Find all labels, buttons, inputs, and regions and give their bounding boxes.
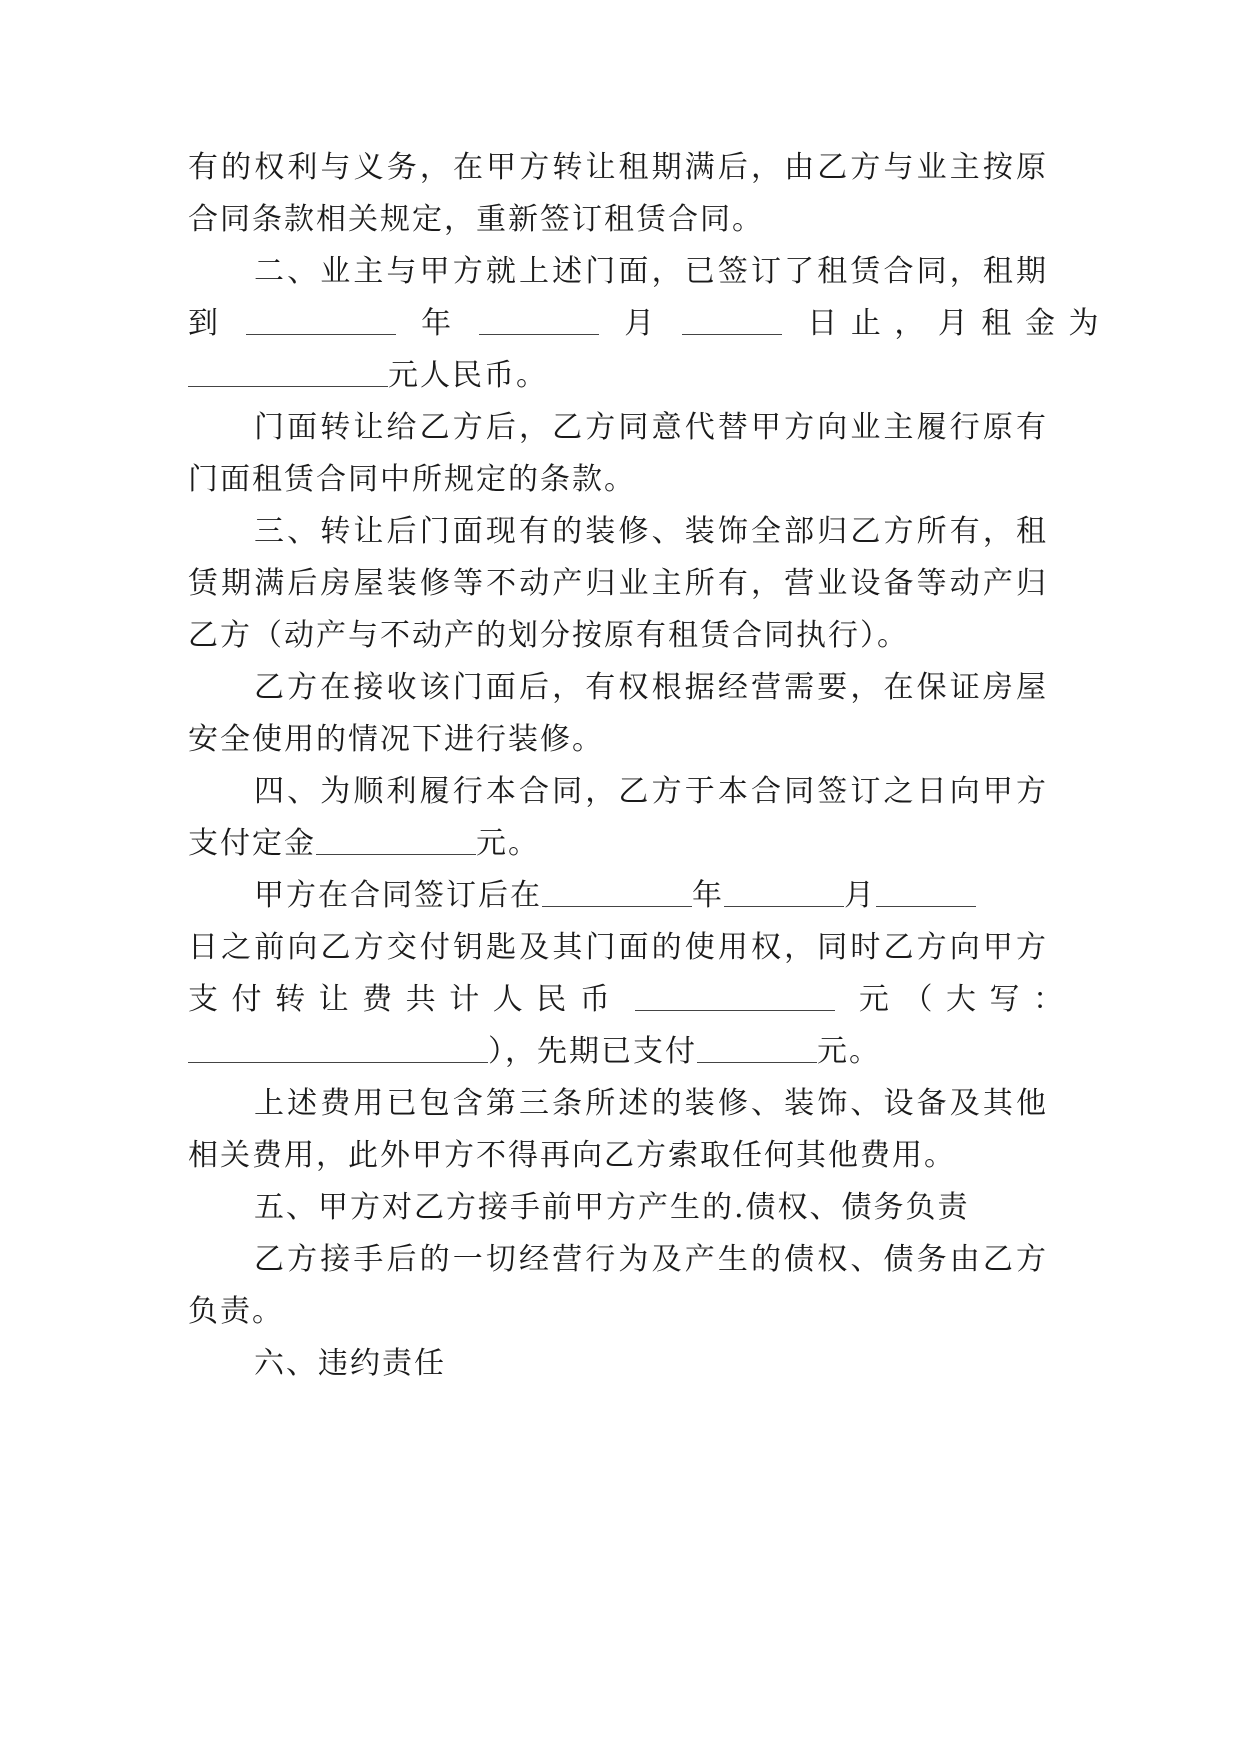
text-line: 乙方在接收该门面后，有权根据经营需要，在保证房屋 <box>254 670 1048 705</box>
text-line: 乙方接手后的一切经营行为及产生的债权、债务由乙方 <box>254 1242 1048 1277</box>
year-blank[interactable] <box>246 304 396 335</box>
text-fragment: 甲方在合同签订后在 <box>254 878 542 913</box>
year-blank[interactable] <box>542 876 692 907</box>
text-fragment: 元 （ 大 写 ： <box>858 982 1066 1017</box>
text-line: 四、为顺利履行本合同，乙方于本合同签订之日向甲方 <box>254 774 1048 809</box>
transfer-fee-line <box>188 980 1066 1020</box>
day-blank[interactable] <box>876 876 976 907</box>
text-line: 二、业主与甲方就上述门面，已签订了租赁合同，租期 <box>254 254 1048 289</box>
month-blank[interactable] <box>724 876 844 907</box>
text-fragment: 元人民币。 <box>388 358 548 393</box>
month-blank[interactable] <box>479 304 599 335</box>
transfer-fee-blank[interactable] <box>635 980 835 1011</box>
day-blank[interactable] <box>682 304 782 335</box>
text-line: 三、转让后门面现有的装修、装饰全部归乙方所有，租 <box>254 514 1048 549</box>
text-line: 相关费用，此外甲方不得再向乙方索取任何其他费用。 <box>188 1138 956 1173</box>
deposit-line <box>188 824 1048 864</box>
text-fragment: 月 <box>624 306 657 341</box>
lease-term-line <box>188 304 1101 344</box>
text-fragment: 年 <box>421 306 454 341</box>
text-line: 安全使用的情况下进行装修。 <box>188 722 604 757</box>
text-fragment: 到 <box>188 306 220 341</box>
text-line: 乙方（动产与不动产的划分按原有租赁合同执行）。 <box>188 618 909 653</box>
rent-amount-line <box>188 356 1048 396</box>
text-fragment: 支 付 转 让 费 共 计 人 民 币 <box>188 982 612 1017</box>
rent-amount-blank[interactable] <box>188 356 388 387</box>
text-line: 赁期满后房屋装修等不动产归业主所有，营业设备等动产归 <box>188 566 1048 601</box>
uppercase-amount-blank[interactable] <box>188 1032 488 1063</box>
section-heading: 六、违约责任 <box>254 1346 446 1381</box>
text-fragment: 元。 <box>476 826 540 861</box>
prepaid-amount-blank[interactable] <box>697 1032 817 1063</box>
text-line: 日之前向乙方交付钥匙及其门面的使用权，同时乙方向甲方 <box>188 930 1048 965</box>
text-line: 合同条款相关规定，重新签订租赁合同。 <box>188 202 764 237</box>
text-fragment: 月 <box>844 878 876 913</box>
text-fragment: ），先期已支付 <box>488 1034 697 1069</box>
text-line: 上述费用已包含第三条所述的装修、装饰、设备及其他 <box>254 1086 1048 1121</box>
text-line: 负责。 <box>188 1294 284 1329</box>
handover-date-line <box>254 876 1048 916</box>
deposit-blank[interactable] <box>316 824 476 855</box>
text-fragment: 元。 <box>817 1034 881 1069</box>
uppercase-amount-line <box>188 1032 1048 1072</box>
text-line: 有的权利与义务，在甲方转让租期满后，由乙方与业主按原 <box>188 150 1048 185</box>
text-fragment: 年 <box>692 878 724 913</box>
text-line: 门面租赁合同中所规定的条款。 <box>188 462 636 497</box>
text-line: 五、甲方对乙方接手前甲方产生的.债权、债务负责 <box>254 1190 970 1225</box>
text-fragment: 日 止 ， 月 租 金 为 <box>807 306 1101 341</box>
text-line: 门面转让给乙方后，乙方同意代替甲方向业主履行原有 <box>254 410 1048 445</box>
text-fragment: 支付定金 <box>188 826 316 861</box>
